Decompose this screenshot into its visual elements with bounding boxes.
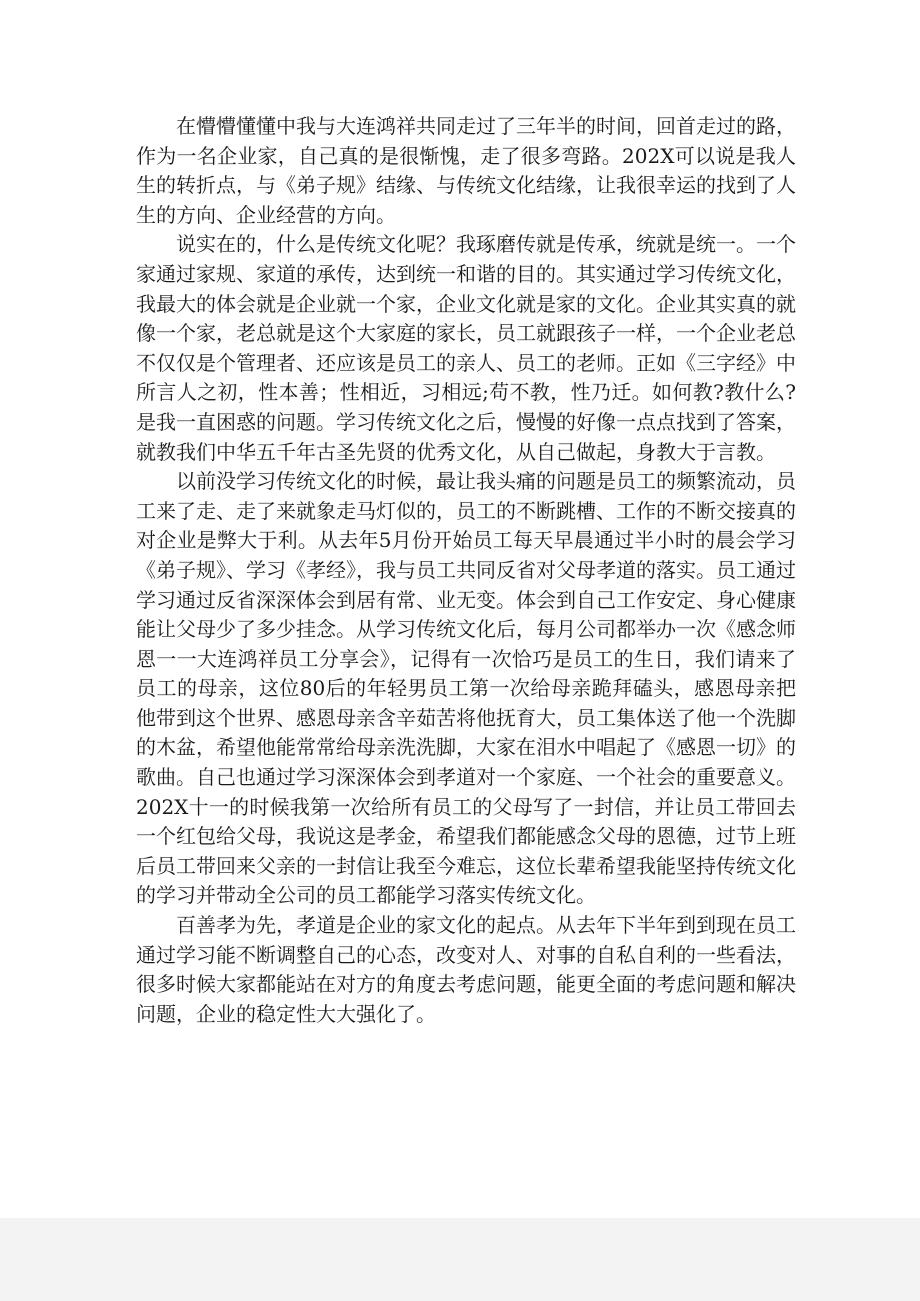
paragraph-1: 在懵懵懂懂中我与大连鸿祥共同走过了三年半的时间，回首走过的路，作为一名企业家，自己真的是很惭愧，走了很多弯路。202X可以说是我人生的转折点，与《弟子规》结缘、与传统文化结缘，让我很幸运的找到了人生的方向、企业经营的方向。 — [136, 114, 796, 227]
page-bottom-band — [0, 1218, 920, 1301]
paragraph-4: 百善孝为先，孝道是企业的家文化的起点。从去年下半年到到现在员工通过学习能不断调整自己的心态，改变对人、对事的自私自利的一些看法，很多时候大家都能站在对方的角度去考虑问题，能更全面的考虑问题和解决问题，企业的稳定性大大强化了。 — [136, 913, 796, 1026]
paragraph-2: 说实在的，什么是传统文化呢？我琢磨传就是传承，统就是统一。一个家通过家规、家道的承传，达到统一和谐的目的。其实通过学习传统文化，我最大的体会就是企业就一个家，企业文化就是家的文化。企业其实真的就像一个家，老总就是这个大家庭的家长，员工就跟孩子一样，一个企业老总不仅仅是个管理者、还应该是员工的亲人、员工的老师。正如《三字经》中所言人之初，性本善；性相近，习相远;苟不教，性乃迁。如何教?教什么?是我一直困惑的问题。学习传统文化之后，慢慢的好像一点点找到了答案，就教我们中华五千年古圣先贤的优秀文化，从自己做起，身教大于言教。 — [136, 232, 796, 464]
paragraph-3: 以前没学习传统文化的时候，最让我头痛的问题是员工的频繁流动，员工来了走、走了来就象走马灯似的，员工的不断跳槽、工作的不断交接真的对企业是弊大于利。从去年5月份开始员工每天早晨通过半小时的晨会学习《弟子规》、学习《孝经》，我与员工共同反省对父母孝道的落实。员工通过学习通过反省深深体会到居有常、业无变。体会到自己工作安定、身心健康能让父母少了多少挂念。从学习传统文化后，每月公司都举办一次《感念师恩一一大连鸿祥员工分享会》，记得有一次恰巧是员工的生日，我们请来了员工的母亲，这位80后的年轻男员工第一次给母亲跪拜磕头，感恩母亲把他带到这个世界、感恩母亲含辛茹苦将他抚育大，员工集体送了他一个洗脚的木盆，希望他能常常给母亲洗洗脚，大家在泪水中唱起了《感恩一切》的歌曲。自己也通过学习深深体会到孝道对一个家庭、一个社会的重要意义。202X十一的时候我第一次给所有员工的父母写了一封信，并让员工带回去一个红包给父母，我说这是孝金，希望我们都能感念父母的恩德，过节上班后员工带回来父亲的一封信让我至今难忘，这位长辈希望我能坚持传统文化的学习并带动全公司的员工都能学习落实传统文化。 — [136, 469, 796, 908]
article-body — [136, 112, 796, 1029]
